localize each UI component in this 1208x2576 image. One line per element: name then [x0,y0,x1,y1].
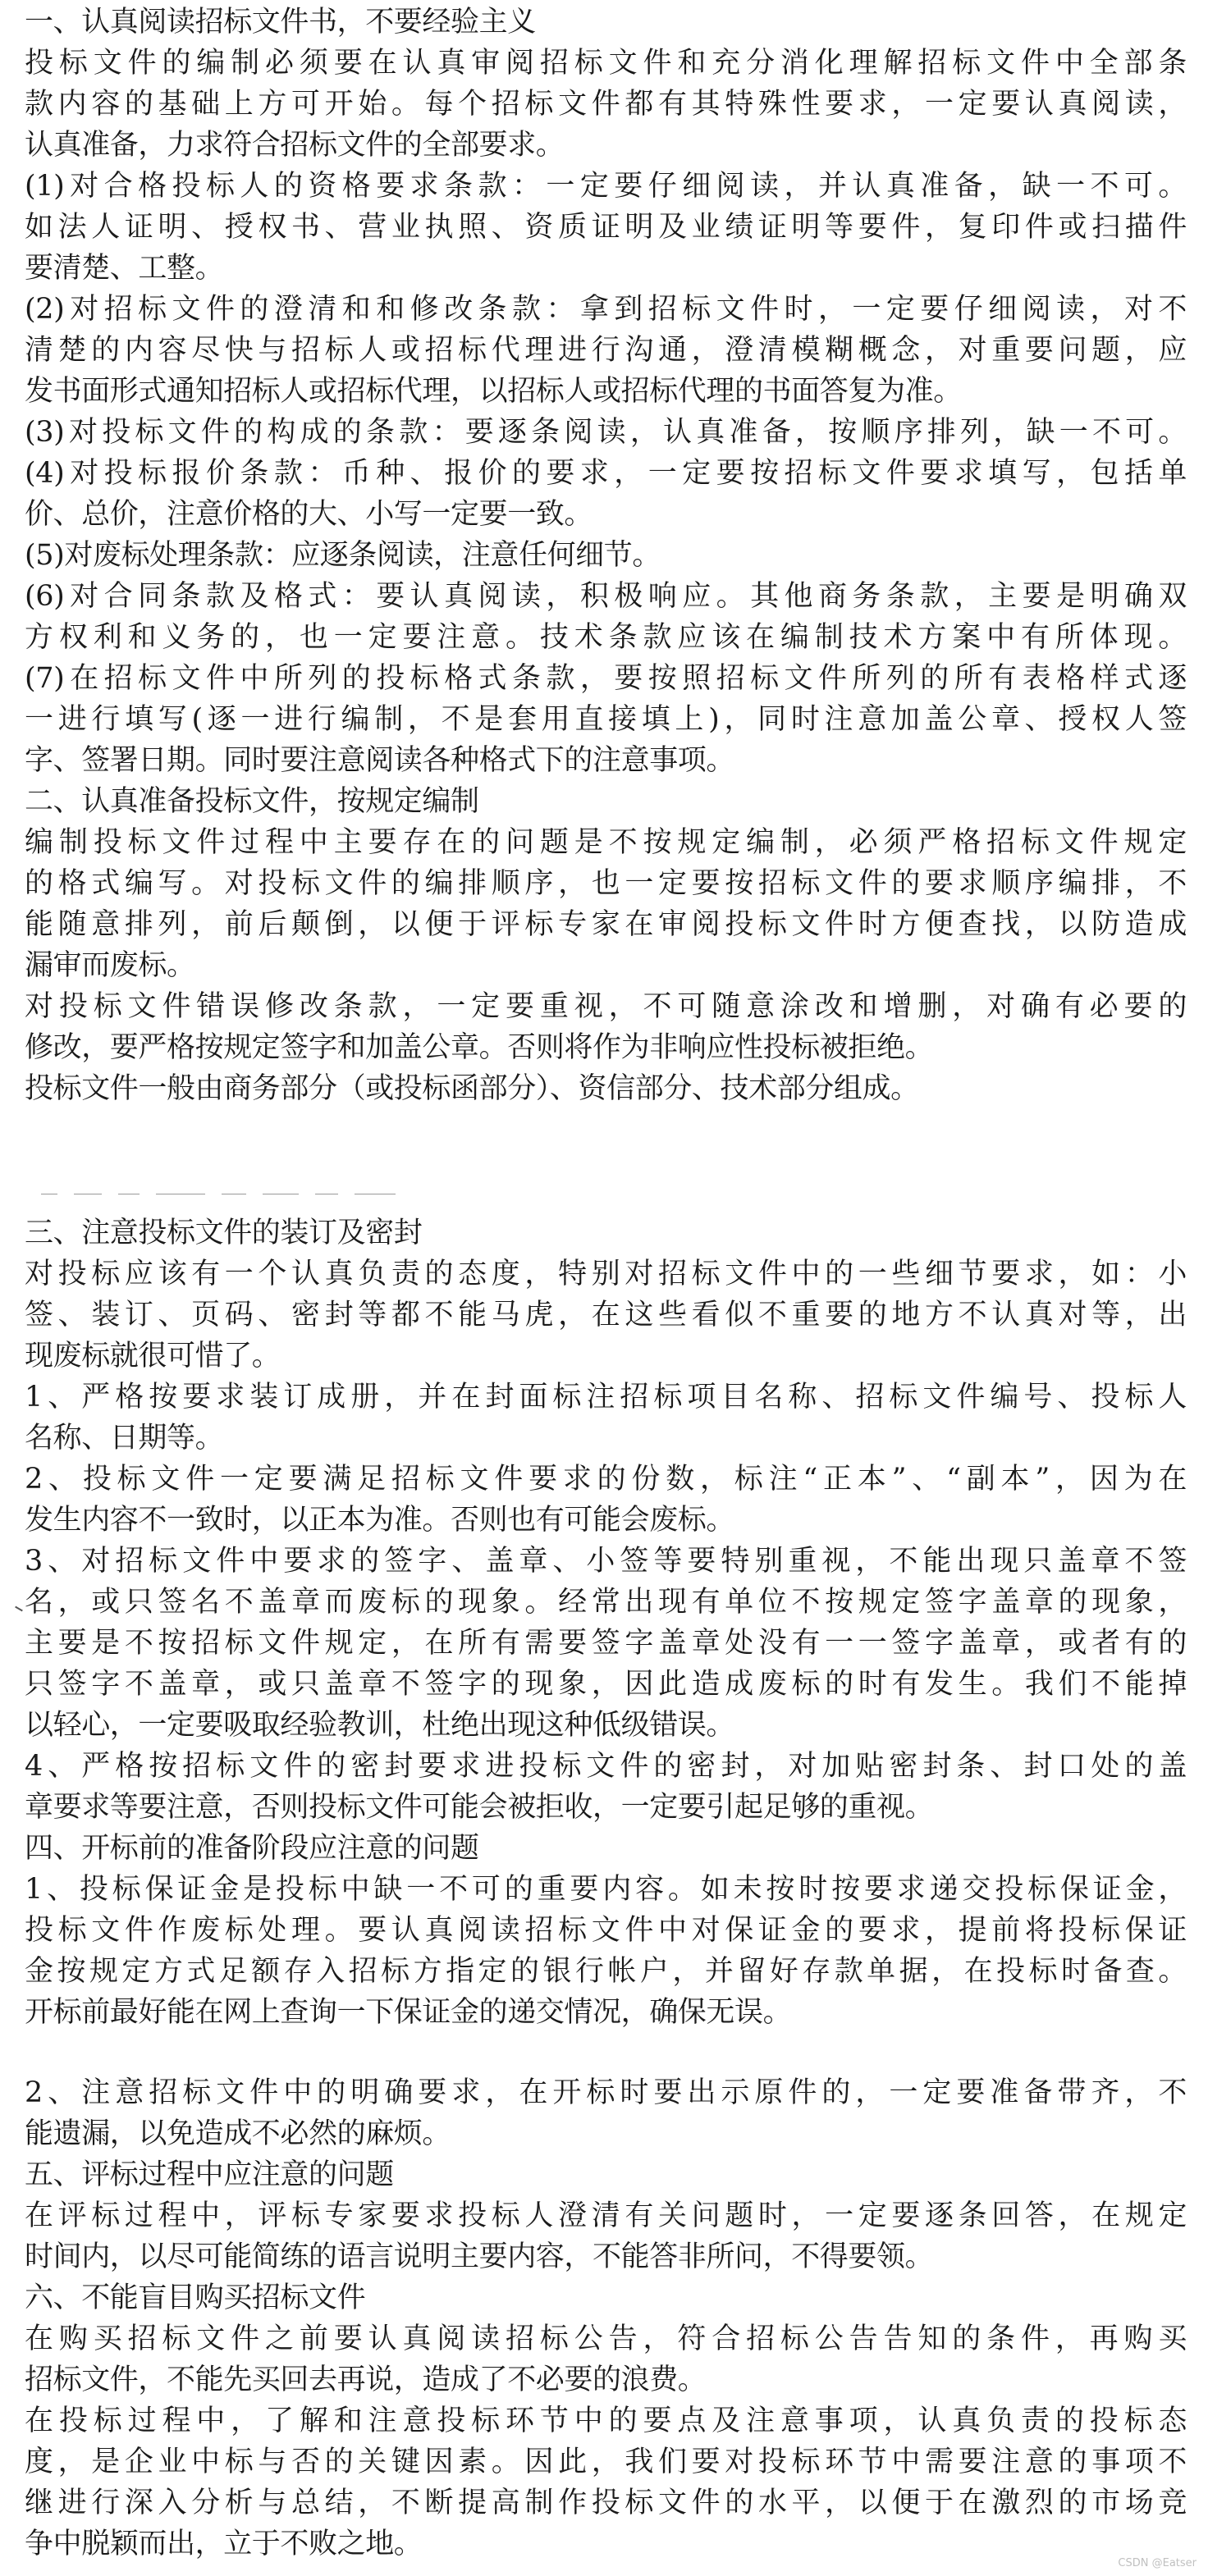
text-line: 三、注意投标文件的装订及密封 [25,1217,423,1249]
text-line: 六、不能盲目购买招标文件 [25,2281,366,2314]
text-line: (6)对合同条款及格式：要认真阅读，积极响应。其他商务条款，主要是明确双 [25,580,1187,613]
text-line: 投标文件作废标处理。要认真阅读招标文件中对保证金的要求，提前将投标保证 [25,1914,1187,1947]
text-line: 现废标就很可惜了。 [25,1340,281,1372]
stray-mark [15,1606,23,1612]
text-line: (7)在招标文件中所列的投标格式条款，要按照招标文件所列的所有表格样式逐 [25,662,1187,695]
text-line: (4)对投标报价条款：币种、报价的要求，一定要按招标文件要求填写，包括单 [25,457,1187,490]
text-line: 价、总价，注意价格的大、小写一定要一致。 [25,498,593,531]
text-line: 投标文件的编制必须要在认真审阅招标文件和充分消化理解招标文件中全部条 [25,47,1187,80]
text-line: 1、严格按要求装订成册，并在封面标注招标项目名称、招标文件编号、投标人 [25,1381,1187,1414]
text-line: 名，或只签名不盖章而废标的现象。经常出现有单位不按规定签字盖章的现象， [25,1586,1187,1619]
watermark: CSDN @Eatser [1118,2557,1197,2569]
text-line: 投标文件一般由商务部分（或投标函部分）、资信部分、技术部分组成。 [25,1072,919,1105]
text-line: 在评标过程中，评标专家要求投标人澄清有关问题时，一定要逐条回答，在规定 [25,2199,1187,2232]
text-line: 二、认真准备投标文件，按规定编制 [25,785,479,818]
text-line: 四、开标前的准备阶段应注意的问题 [25,1832,479,1865]
text-line: 能遗漏，以免造成不必然的麻烦。 [25,2117,451,2150]
text-line: 清楚的内容尽快与招标人或招标代理进行沟通，澄清模糊概念，对重要问题，应 [25,334,1187,367]
text-line: 以轻心，一定要吸取经验教训，杜绝出现这种低级错误。 [25,1709,735,1742]
text-line: 2、投标文件一定要满足招标文件要求的份数，标注“正本”、“副本”，因为在 [25,1463,1187,1496]
text-line: 款内容的基础上方可开始。每个招标文件都有其特殊性要求，一定要认真阅读， [25,88,1187,121]
text-line: 发书面形式通知招标人或招标代理，以招标人或招标代理的书面答复为准。 [25,375,962,408]
text-line: 只签字不盖章，或只盖章不签字的现象，因此造成废标的时有发生。我们不能掉 [25,1668,1187,1701]
text-line: 时间内，以尽可能简练的语言说明主要内容，不能答非所问，不得要领。 [25,2240,934,2273]
text-line: 3、对招标文件中要求的签字、盖章、小签等要特别重视，不能出现只盖章不签 [25,1545,1187,1578]
text-line: 要清楚、工整。 [25,252,224,285]
text-line: 编制投标文件过程中主要存在的问题是不按规定编制，必须严格招标文件规定 [25,826,1187,859]
text-line: 如法人证明、授权书、营业执照、资质证明及业绩证明等要件，复印件或扫描件 [25,211,1187,244]
text-line: 在投标过程中，了解和注意投标环节中的要点及注意事项，认真负责的投标态 [25,2405,1187,2437]
text-line: 字、签署日期。同时要注意阅读各种格式下的注意事项。 [25,744,735,777]
text-line: 发生内容不一致时，以正本为准。否则也有可能会废标。 [25,1504,735,1537]
text-line: 一、认真阅读招标文件书，不要经验主义 [25,6,536,39]
text-line: (2)对招标文件的澄清和和修改条款：拿到招标文件时，一定要仔细阅读，对不 [25,293,1187,326]
text-line: 1、投标保证金是投标中缺一不可的重要内容。如未按时按要求递交投标保证金， [25,1873,1187,1906]
text-line: 的格式编写。对投标文件的编排顺序，也一定要按招标文件的要求顺序编排，不 [25,867,1187,900]
text-line: 漏审而废标。 [25,949,195,982]
text-line: 对投标应该有一个认真负责的态度，特别对招标文件中的一些细节要求，如：小 [25,1258,1187,1290]
text-line: 争中脱颖而出，立于不败之地。 [25,2528,423,2560]
text-line: 度，是企业中标与否的关键因素。因此，我们要对投标环节中需要注意的事项不 [25,2446,1187,2478]
section-reading-and-preparation [25,2,1187,1109]
text-line: 章要求等要注意，否则投标文件可能会被拒收，一定要引起足够的重视。 [25,1791,934,1824]
section-binding-sealing-and-bid-opening [25,1213,1187,2033]
clipped-text-fragment [41,1183,484,1194]
text-line: 名称、日期等。 [25,1422,224,1455]
text-line: 招标文件，不能先买回去再说，造成了不必要的浪费。 [25,2364,707,2396]
text-line: (5)对废标处理条款：应逐条阅读，注意任何细节。 [25,539,661,572]
text-line: 能随意排列，前后颠倒，以便于评标专家在审阅投标文件时方便查找，以防造成 [25,908,1187,941]
text-line: 对投标文件错误修改条款，一定要重视，不可随意涂改和增删，对确有必要的 [25,990,1187,1023]
text-line: 金按规定方式足额存入招标方指定的银行帐户，并留好存款单据，在投标时备查。 [25,1955,1187,1988]
text-line: 开标前最好能在网上查询一下保证金的递交情况，确保无误。 [25,1996,792,2029]
text-line: 五、评标过程中应注意的问题 [25,2158,394,2191]
text-line: 一进行填写(逐一进行编制，不是套用直接填上)，同时注意加盖公章、授权人签 [25,703,1187,736]
text-line: 方权利和义务的，也一定要注意。技术条款应该在编制技术方案中有所体现。 [25,621,1187,654]
text-line: 4、严格按招标文件的密封要求进投标文件的密封，对加贴密封条、封口处的盖 [25,1750,1187,1783]
text-line: 2、注意招标文件中的明确要求，在开标时要出示原件的，一定要准备带齐，不 [25,2076,1187,2109]
text-line: (1)对合格投标人的资格要求条款：一定要仔细阅读，并认真准备，缺一不可。 [25,170,1187,203]
text-line: 签、装订、页码、密封等都不能马虎，在这些看似不重要的地方不认真对等，出 [25,1299,1187,1331]
text-line: (3)对投标文件的构成的条款：要逐条阅读，认真准备，按顺序排列，缺一不可。 [25,416,1187,449]
text-line: 认真准备，力求符合招标文件的全部要求。 [25,129,565,162]
text-line: 在购买招标文件之前要认真阅读招标公告，符合招标公告告知的条件，再购买 [25,2323,1187,2355]
section-evaluation-and-purchase [25,2072,1187,2565]
text-line: 主要是不按招标文件规定，在所有需要签字盖章处没有一一签字盖章，或者有的 [25,1627,1187,1660]
text-line: 修改，要严格按规定签字和加盖公章。否则将作为非响应性投标被拒绝。 [25,1031,934,1064]
text-line: 继进行深入分析与总结，不断提高制作投标文件的水平，以便于在激烈的市场竞 [25,2487,1187,2519]
